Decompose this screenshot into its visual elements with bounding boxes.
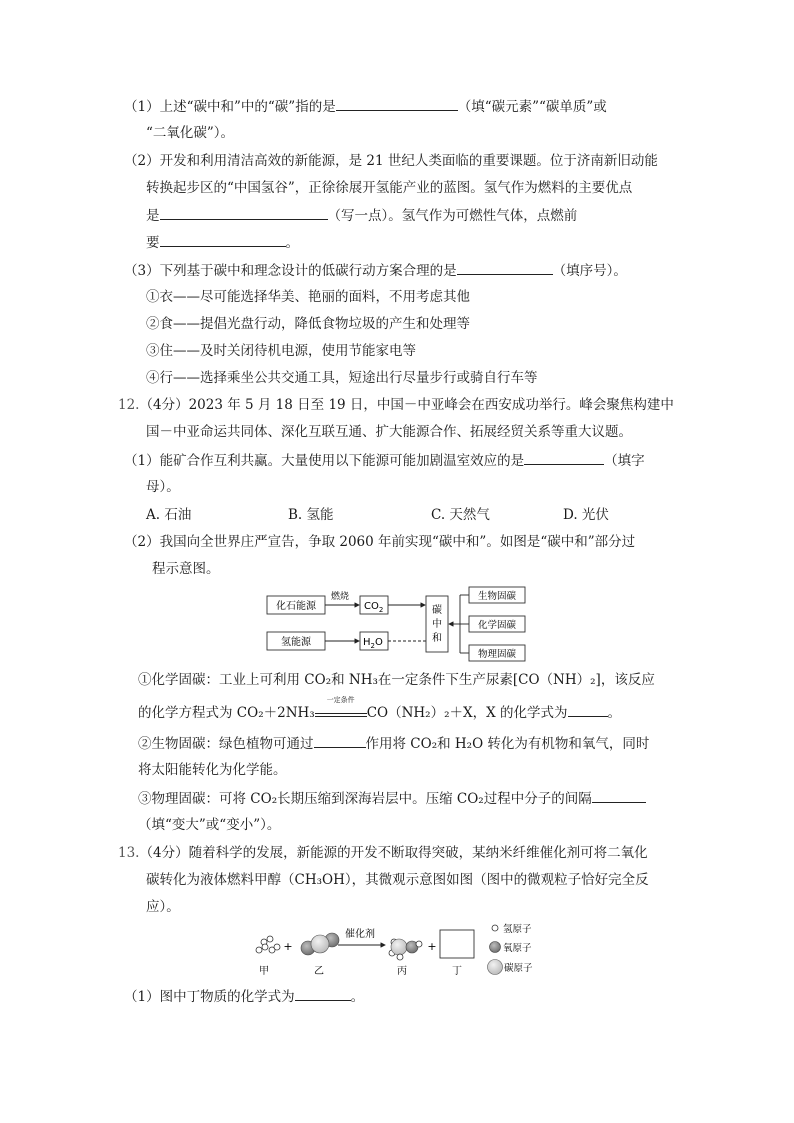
q11-part2-line1: （2）开发和利用清洁高效的新能源，是 21 世纪人类面临的重要课题。位于济南新旧动能	[124, 153, 658, 169]
phys-fixation-label: 物理固碳	[477, 649, 517, 660]
label-bing: 丙	[397, 966, 407, 977]
q12-equation-end: 。	[607, 705, 622, 721]
methanol-reaction-diagram	[252, 920, 552, 978]
burn-label: 燃烧	[330, 592, 350, 602]
q13-part1-line	[124, 986, 364, 1007]
reactant-jia-hydrogen-molecules	[256, 936, 280, 953]
q11-part1-line1	[124, 96, 607, 117]
q11-part1-text-a: （1）上述“碳中和”中的“碳”指的是	[124, 99, 336, 115]
q11-part3-line1	[124, 260, 627, 281]
q12-photosynthesis-blank[interactable]	[314, 733, 366, 748]
legend-oxygen-symbol	[490, 942, 501, 953]
q12-chem-fixation-line1: ①化学固碳：工业上可利用 CO₂和 NH₃在一定条件下生产尿素[CO（NH）₂]，该反应	[138, 672, 655, 688]
legend-carbon-symbol	[488, 960, 503, 975]
label-ding: 丁	[452, 966, 462, 977]
q12-phys-fixation-line1	[138, 788, 646, 809]
atom-legend	[488, 923, 534, 975]
q11-part3-answer-blank[interactable]	[457, 260, 553, 275]
q12-chem-fixation-line2	[138, 696, 622, 723]
carbon-neutral-diagram	[262, 584, 532, 666]
q12-option-d[interactable]: D. 光伏	[563, 507, 609, 523]
q12-part2-line2: 程示意图。	[152, 561, 220, 577]
label-jia: 甲	[259, 966, 269, 977]
catalyst-label: 催化剂	[345, 929, 375, 940]
q13-intro-text-a: （4分）随着科学的发展，新能源的开发不断取得突破，某纳米纤维催化剂可将二氧化	[139, 845, 648, 861]
q12-intro-line1	[118, 395, 674, 415]
q12-bio-text-a1: ②生物固碳：绿色植物可通过	[138, 736, 314, 752]
q11-part2-line4	[146, 232, 299, 253]
q12-part2-line1: （2）我国向全世界庄严宣告，争取 2060 年前实现“碳中和”。如图是“碳中和”部分过	[124, 534, 636, 550]
plus-sign-1: +	[283, 940, 293, 953]
hydrogen-energy-label: 氢能源	[281, 637, 311, 648]
product-bing-methanol-molecule	[389, 939, 422, 960]
q11-part1-text-b: （填“碳元素”“碳单质”或	[457, 99, 607, 115]
q12-option-c[interactable]: C. 天然气	[431, 507, 490, 523]
q11-part3-option1: ①衣——尽可能选择华美、艳丽的面料，不用考虑其他	[146, 289, 470, 305]
center-char-1: 碳	[432, 605, 442, 616]
q12-bio-text-a2: 作用将 CO₂和 H₂O 转化为有机物和氧气，同时	[365, 736, 650, 752]
q12-intro-line2: 国－中亚命运共同体、深化互联互通、扩大能源合作、拓展经贸关系等重大议题。	[146, 424, 632, 440]
q12-part1-text-a2: （填字	[604, 453, 645, 469]
q12-option-b[interactable]: B. 氢能	[288, 507, 334, 523]
h2o-label: $H_2O$	[363, 637, 383, 650]
q11-part2-line2: 转换起步区的“中国氢谷”，正徐徐展开氢能产业的蓝图。氢气作为燃料的主要优点	[146, 180, 633, 196]
q13-number: 13.	[118, 845, 140, 861]
q11-part2-advantage-blank[interactable]	[160, 205, 328, 220]
q13-part1-text-a: （1）图中丁物质的化学式为	[124, 989, 295, 1005]
q12-equation-right: CO（NH₂）₂＋X，X 的化学式为	[366, 705, 568, 721]
q12-part1-line1	[124, 450, 645, 471]
center-char-2: 中	[432, 619, 442, 630]
plus-sign-2: +	[427, 940, 437, 953]
q13-ding-formula-blank[interactable]	[295, 986, 351, 1001]
q11-part3-option3: ③住——及时关闭待机电源，使用节能家电等	[146, 343, 416, 359]
co2-label: $CO_2$	[364, 601, 384, 614]
q11-part2-text-c2: （写一点）。氢气作为可燃性气体，点燃前	[327, 208, 578, 224]
equation-condition-label: 一定条件	[326, 696, 355, 704]
legend-carbon-label: 碳原子	[504, 963, 533, 974]
q11-part2-text-c1: 是	[146, 208, 160, 224]
q13-intro-line3: 应）。	[146, 899, 180, 915]
label-yi: 乙	[314, 966, 324, 977]
q11-part3-text-a2: （填序号）。	[552, 263, 627, 279]
reactant-yi-co2-molecule	[301, 933, 339, 955]
q13-intro-line1	[118, 843, 648, 863]
q13-part1-text-b: 。	[350, 989, 365, 1005]
q12-number: 12.	[118, 397, 140, 413]
q12-part1-text-a1: （1）能矿合作互利共赢。大量使用以下能源可能加剧温室效应的是	[124, 453, 525, 469]
q11-part3-text-a1: （3）下列基于碳中和理念设计的低碳行动方案合理的是	[124, 263, 457, 279]
center-char-3: 和	[432, 633, 442, 644]
product-ding-empty-box[interactable]	[440, 930, 474, 958]
q12-bio-fixation-line2: 将太阳能转化为化学能。	[138, 762, 287, 778]
legend-hydrogen-symbol	[492, 925, 498, 931]
q11-part2-text-d2: 。	[285, 235, 299, 251]
q12-intro-text-a: （4分）2023 年 5 月 18 日至 19 日，中国－中亚峰会在西安成功举行。峰会聚焦构建中	[139, 397, 674, 413]
q11-part2-text-d1: 要	[146, 235, 160, 251]
q11-part2-line3	[146, 205, 577, 226]
q11-part1-line2: “二氧化碳”）。	[146, 125, 235, 141]
fossil-energy-label: 化石能源	[276, 601, 316, 612]
q11-part1-answer-blank[interactable]	[336, 96, 458, 111]
q12-molecule-gap-blank[interactable]	[592, 788, 646, 803]
q12-option-a[interactable]: A. 石油	[146, 507, 192, 523]
equation-condition-arrow	[315, 696, 367, 717]
legend-hydrogen-label: 氢原子	[503, 924, 532, 935]
chem-fixation-label: 化学固碳	[477, 620, 517, 631]
legend-oxygen-label: 氧原子	[503, 943, 532, 954]
q12-phys-fixation-line2: （填“变大”或“变小”）。	[138, 817, 281, 833]
q12-part1-answer-blank[interactable]	[524, 450, 604, 465]
q12-x-formula-blank[interactable]	[568, 702, 608, 717]
q12-phys-text-a1: ③物理固碳：可将 CO₂长期压缩到深海岩层中。压缩 CO₂过程中分子的间隔	[138, 791, 592, 807]
bio-fixation-label: 生物固碳	[477, 591, 517, 602]
q12-part1-line2: 母）。	[146, 479, 180, 495]
q11-part3-option2: ②食——提倡光盘行动，降低食物垃圾的产生和处理等	[146, 316, 470, 332]
q11-part2-before-ignite-blank[interactable]	[160, 232, 286, 247]
q11-part3-option4: ④行——选择乘坐公共交通工具，短途出行尽量步行或骑自行车等	[146, 370, 538, 386]
q12-bio-fixation-line1	[138, 733, 649, 754]
q12-equation-left: 的化学方程式为 CO₂＋2NH₃	[138, 705, 315, 721]
q13-intro-line2: 碳转化为液体燃料甲醇（CH₃OH），其微观示意图如图（图中的微观粒子恰好完全反	[146, 872, 649, 888]
